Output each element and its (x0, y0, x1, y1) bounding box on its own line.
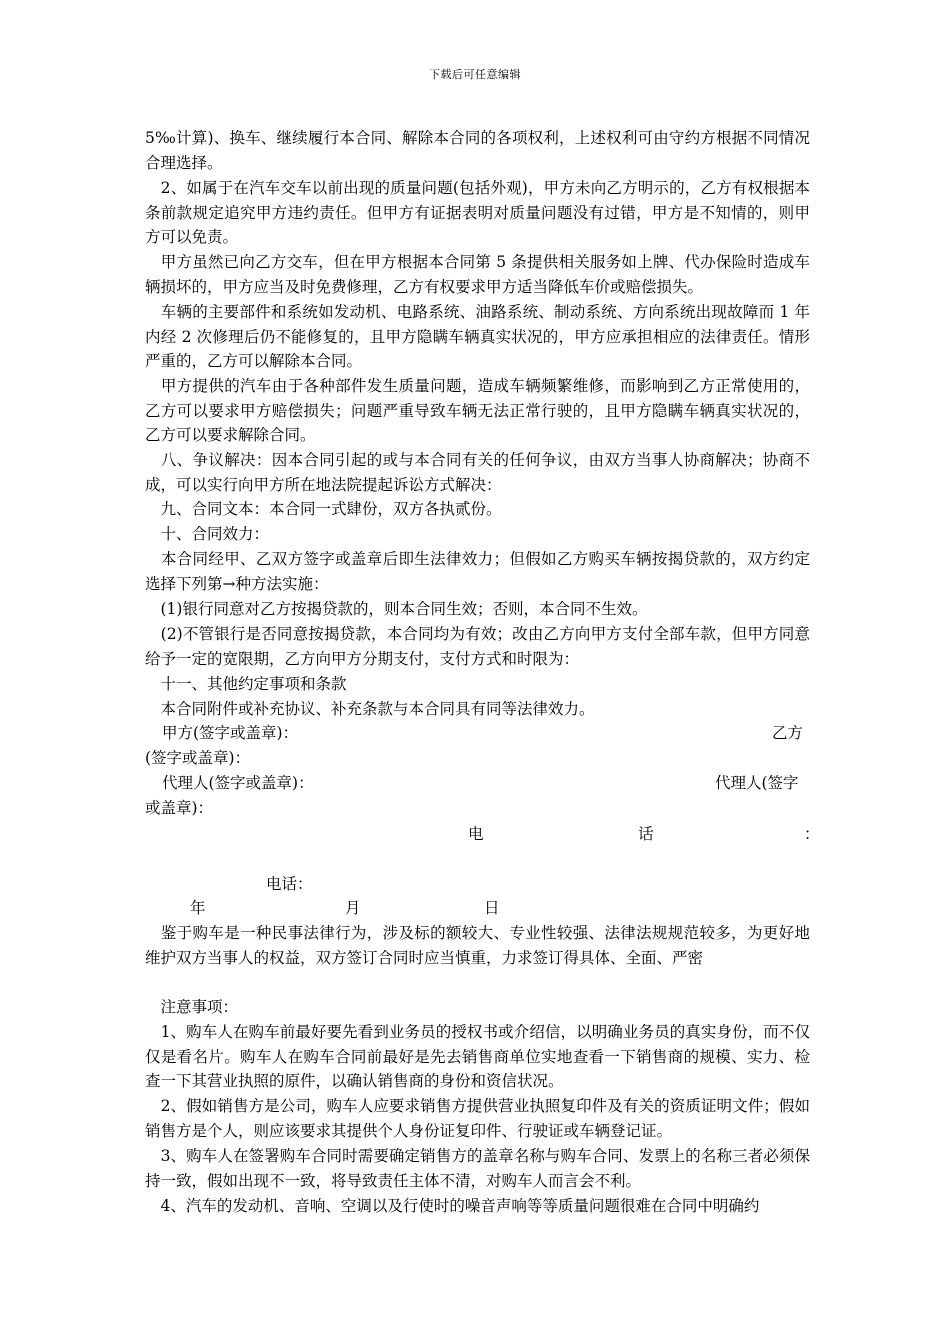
paragraph-quality-before-delivery: 2、如属于在汽车交车以前出现的质量问题(包括外观)，甲方未向乙方明示的，乙方有权根据本条前款规定追究甲方违约责任。但甲方有证据表明对质量问题没有过错，甲方是不知情的，则甲方可以免责。 (145, 179, 810, 246)
paragraph-major-components: 车辆的主要部件和系统如发动机、电路系统、油路系统、制动系统、方向系统出现故障而 1 年内经 2 次修理后仍不能修复的，且甲方隐瞒车辆真实状况的，甲方应承担相应的法律责任。情形严重的，乙方可以解除本合同。 (145, 303, 810, 370)
date-year-label: 年 (190, 899, 206, 917)
paragraph-contract-copies: 九、合同文本：本合同一式肆份，双方各执贰份。 (145, 500, 502, 518)
note-item-2: 2、假如销售方是公司，购车人应要求销售方提供营业执照复印件及有关的资质证明文件；假如销售方是个人，则应该要求其提供个人身份证复印件、行驶证或车辆登记证。 (145, 1097, 810, 1140)
party-b-phone-label-part2: 话 (638, 825, 654, 843)
paragraph-closing-advice: 鉴于购车是一种民事法律行为，涉及标的额较大、专业性较强、法律法规规范较多，为更好地维护双方当事人的权益，双方签订合同时应当慎重，力求签订得具体、全面、严密 (145, 924, 810, 967)
paragraph-penalty-options: 5‰计算)、换车、继续履行本合同、解除本合同的各项权利，上述权利可由守约方根据不同情况合理选择。 (145, 129, 810, 172)
party-a-signature-label: 甲方(签字或盖章)： (162, 724, 299, 742)
paragraph-other-terms-title: 十一、其他约定事项和条款 (145, 675, 347, 693)
notes-title: 注意事项： (145, 998, 239, 1016)
paragraph-contract-validity: 本合同经甲、乙双方签字或盖章后即生法律效力；但假如乙方购买车辆按揭贷款的，双方约定选择下列第→种方法实施： (145, 550, 810, 593)
note-item-1: 1、购车人在购车前最好要先看到业务员的授权书或介绍信，以明确业务员的真实身份，而不仅仅是看名片。购车人在购车合同前最好是先去销售商单位实地查看一下销售商的规模、实力、检查一下其营业执照的原件，以确认销售商的身份和资信状况。 (145, 1023, 810, 1090)
paragraph-option-1: (1)银行同意对乙方按揭贷款的，则本合同生效；否则，本合同不生效。 (145, 600, 648, 618)
paragraph-contract-validity-title: 十、合同效力： (145, 525, 270, 543)
paragraph-option-2: (2)不管银行是否同意按揭贷款，本合同均为有效；改由乙方向甲方支付全部车款，但甲方同意给予一定的宽限期，乙方向甲方分期支付，支付方式和时限为： (145, 625, 810, 668)
paragraph-service-damage: 甲方虽然已向乙方交车，但在甲方根据本合同第 5 条提供相关服务如上牌、代办保险时造成车辆损坏的，甲方应当及时免费修理，乙方有权要求甲方适当降低车价或赔偿损失。 (145, 253, 810, 296)
page-header: 下载后可任意编辑 (429, 68, 521, 81)
party-a-phone-label: 电话： (266, 875, 313, 893)
party-b-signature-label-cont: (签字或盖章)： (145, 749, 251, 767)
date-day-label: 日 (484, 899, 500, 917)
note-item-3: 3、购车人在签署购车合同时需要确定销售方的盖章名称与购车合同、发票上的名称三者必须保持一致，假如出现不一致，将导致责任主体不清，对购车人而言会不利。 (145, 1147, 810, 1190)
paragraph-appendix-effect: 本合同附件或补充协议、补充条款与本合同具有同等法律效力。 (145, 700, 595, 718)
agent-a-signature-label: 代理人(签字或盖章)： (162, 774, 314, 792)
paragraph-dispute-resolution: 八、争议解决：因本合同引起的或与本合同有关的任何争议，由双方当事人协商解决；协商不成，可以实行向甲方所在地法院提起诉讼方式解决： (145, 451, 810, 494)
party-b-signature-label: 乙方 (772, 724, 804, 742)
agent-b-signature-label: 代理人(签字 (715, 774, 799, 792)
party-b-phone-label-part3: ： (804, 825, 820, 843)
date-month-label: 月 (345, 899, 361, 917)
agent-b-signature-label-cont: 或盖章)： (145, 799, 214, 817)
note-item-4: 4、汽车的发动机、音响、空调以及行使时的噪音声响等等质量问题很难在合同中明确约 (145, 1197, 760, 1215)
party-b-phone-label-part1: 电 (468, 825, 484, 843)
paragraph-frequent-repairs: 甲方提供的汽车由于各种部件发生质量问题，造成车辆频繁维修，而影响到乙方正常使用的，乙方可以要求甲方赔偿损失；问题严重导致车辆无法正常行驶的，且甲方隐瞒车辆真实状况的，乙方可以要求解除合同。 (145, 377, 810, 444)
